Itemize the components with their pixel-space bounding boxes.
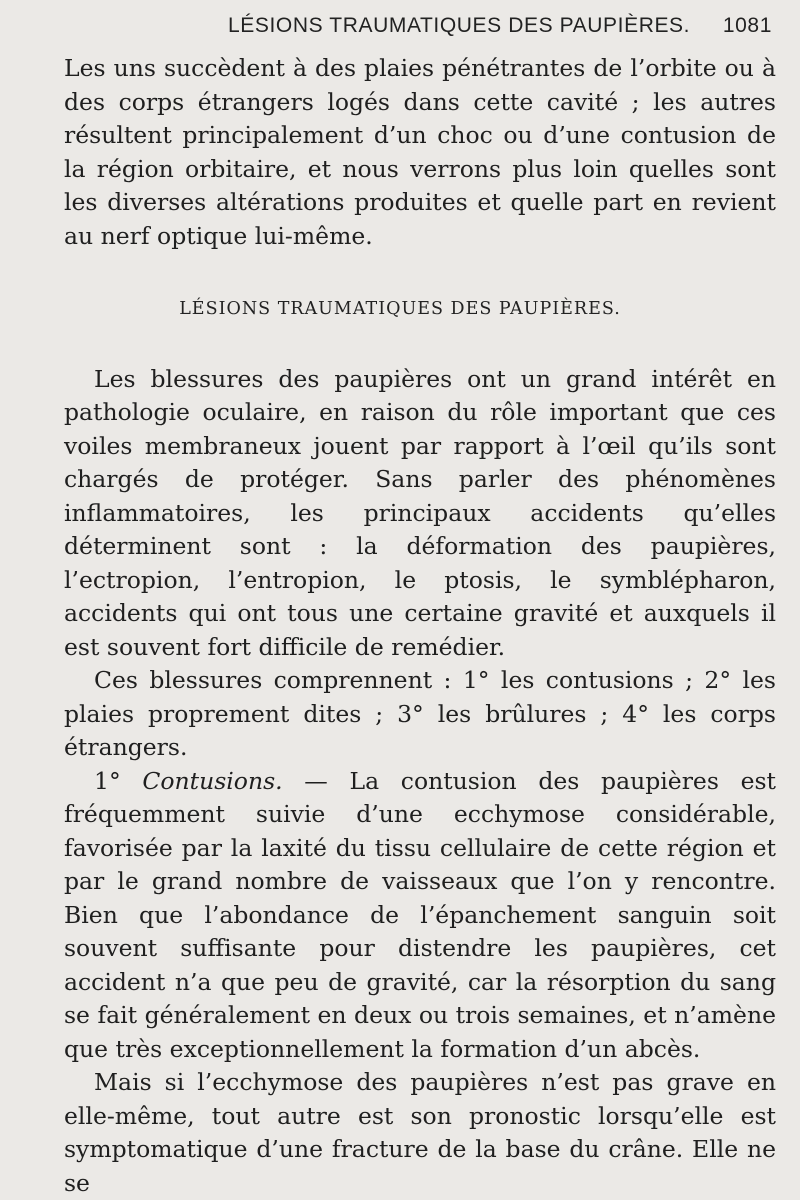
page-number: 1081	[722, 14, 772, 37]
paragraph-classification: Ces blessures comprennent : 1° les contusions ; 2° les plaies proprement dites ; 3° les brûlures ; 4° les corps étrangers.	[64, 666, 776, 761]
body-text	[64, 52, 776, 1200]
paragraph-intro: Les uns succèdent à des plaies pénétrantes de l’orbite ou à des corps étrangers logés dans cette cavité ; les autres résultent principalement d’un choc ou d’une contusion de la région orbitaire, et nous verrons plus loin quelles sont les diverses altérations produites et quelle part en revient au nerf optique lui-même.	[64, 54, 776, 250]
contusions-title: Contusions.	[142, 766, 283, 795]
running-head	[0, 14, 800, 44]
paragraph-contusions	[64, 765, 776, 1067]
section-heading: LÉSIONS TRAUMATIQUES DES PAUPIÈRES.	[179, 299, 621, 319]
contusions-number: 1°	[94, 766, 143, 795]
contusions-text: — La contusion des paupières est fréquemment suivie d’une ecchymose considérable, favorisée par la laxité du tissu cellulaire de cette région et par le grand nombre de vaisseaux que l’on y rencontre. Bien que l’abondance de l’épanchement sanguin soit souvent suffisante pour distendre les paupières, cet accident n’a que peu de gravité, car la résorption du sang se fait généralement en deux ou trois semaines, et n’amène que très exceptionnellement la formation d’un abcès.	[64, 766, 776, 1063]
running-head-title: LÉSIONS TRAUMATIQUES DES PAUPIÈRES.	[228, 14, 691, 37]
paragraph-blessures: Les blessures des paupières ont un grand intérêt en pathologie oculaire, en raison du rôle important que ces voiles membraneux jouent par rapport à l’œil qu’ils sont chargés de protéger. Sans parler des phénomènes inflammatoires, les principaux accidents qu’elles déterminent sont : la déformation des paupières, l’ectropion, l’entropion, le ptosis, le symblépharon, accidents qui ont tous une certaine gravité et auxquels il est souvent fort difficile de remédier.	[64, 364, 776, 661]
paragraph-ecchymose: Mais si l’ecchymose des paupières n’est pas grave en elle-même, tout autre est son pronostic lorsqu’elle est symptomatique d’une fracture de la base du crâne. Elle ne se	[64, 1068, 776, 1197]
